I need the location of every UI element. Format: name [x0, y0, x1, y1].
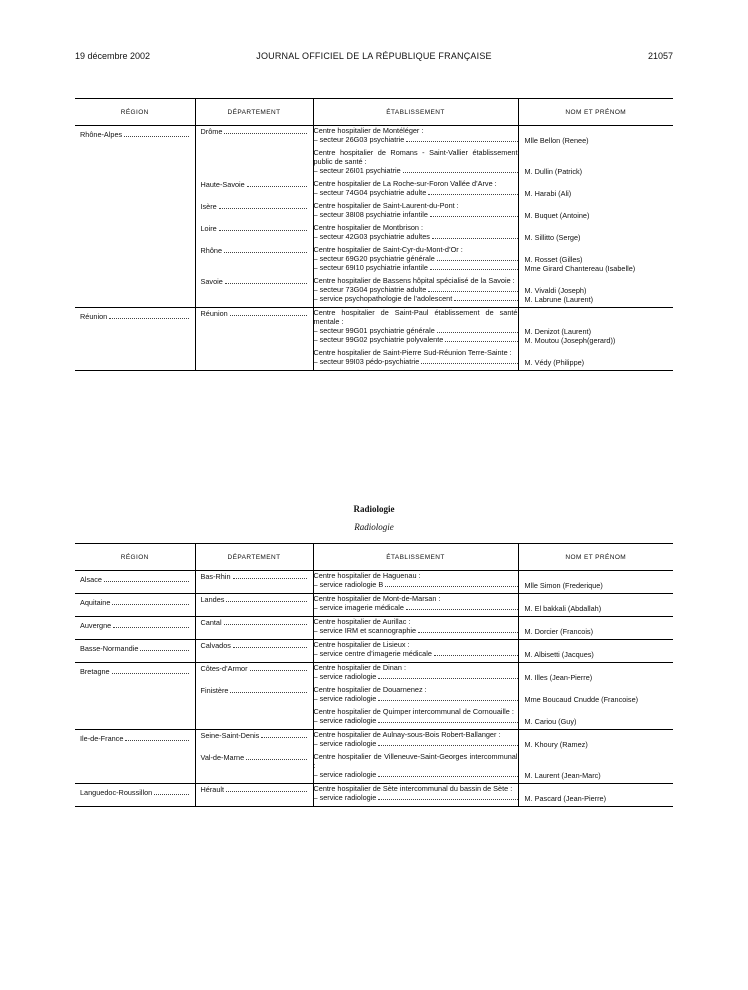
service-line: [314, 188, 518, 197]
region-cell: [75, 730, 195, 784]
service-line: [314, 580, 518, 589]
establishment-entry: [314, 730, 518, 748]
region-cell: [75, 594, 195, 617]
etablissement-cell: [313, 640, 518, 663]
service-text: – secteur 26G03 psychiatrie: [313, 135, 405, 144]
establishment-entry: [314, 617, 518, 635]
establishment-name: Centre hospitalier de Dinan :: [313, 663, 406, 672]
departement-name-text: Côtes-d’Armor: [200, 663, 248, 673]
leader-dots: [432, 232, 518, 239]
region-name-text: Ile-de-France: [80, 734, 124, 743]
leader-dots: [430, 263, 518, 270]
departement-name: [196, 224, 313, 233]
departement-name-text: Finistère: [200, 685, 229, 695]
establishment-entry: [314, 276, 518, 303]
departement-name: [196, 595, 313, 604]
leader-dots: [378, 770, 517, 777]
service-text: – service radiologie: [313, 716, 377, 725]
person-name: M. El bakkali (Abdallah): [524, 603, 602, 613]
person-name: M. Buquet (Antoine): [524, 210, 590, 220]
leader-dots: [378, 694, 517, 701]
departement-cell: [195, 126, 313, 308]
establishment-name: Centre hospitalier de Mont-de-Marsan :: [313, 594, 441, 603]
region-name: [75, 788, 195, 797]
table-row: [75, 571, 673, 594]
region-name-text: Rhône-Alpes: [80, 130, 123, 139]
person-name: M. Illes (Jean-Pierre): [524, 672, 593, 682]
service-line: [314, 263, 518, 272]
col-header-region: RÉGION: [75, 544, 195, 571]
establishment-name: Centre hospitalier de Montbrison :: [313, 223, 424, 232]
leader-dots: [378, 672, 517, 679]
etablissement-cell: [313, 594, 518, 617]
col-header-nom: NOM ET PRÉNOM: [518, 99, 673, 126]
establishment-name: Centre hospitalier de Romans - Saint-Vallier établissement public de santé :: [313, 148, 518, 166]
leader-dots: [230, 686, 306, 693]
leader-dots: [406, 603, 518, 610]
leader-dots: [225, 277, 307, 284]
etablissement-cell: [313, 126, 518, 308]
service-line: [314, 672, 518, 681]
establishment-name: Centre hospitalier de Montéléger :: [313, 126, 424, 135]
departement-name-text: Seine-Saint-Denis: [200, 730, 260, 740]
departement-name: [196, 785, 313, 794]
departement-name: [196, 731, 313, 740]
service-line: [314, 335, 518, 344]
region-name-text: Bretagne: [80, 667, 110, 676]
region-cell: [75, 640, 195, 663]
person-name: M. Labrune (Laurent): [524, 294, 594, 304]
radiology-table: [75, 544, 673, 807]
nom-cell: [518, 571, 673, 594]
leader-dots: [124, 130, 188, 137]
leader-dots: [226, 785, 306, 792]
psychiatry-table: [75, 99, 673, 371]
departement-name-text: Calvados: [200, 640, 231, 650]
service-line: [314, 793, 518, 802]
person-name: M. Albisetti (Jacques): [524, 649, 594, 659]
person-name: Mme Girard Chantereau (Isabelle): [524, 263, 636, 273]
leader-dots: [113, 621, 188, 628]
service-text: – secteur 26I01 psychiatrie: [313, 166, 401, 175]
service-text: – secteur 99I03 pédo-psychiatrie: [313, 357, 420, 366]
service-line: [314, 254, 518, 263]
departement-name: [196, 180, 313, 189]
departement-name: [196, 246, 313, 255]
service-text: – secteur 99G02 psychiatrie polyvalente: [313, 335, 444, 344]
nom-cell: [518, 126, 673, 308]
col-header-nom: NOM ET PRÉNOM: [518, 544, 673, 571]
etablissement-cell: [313, 617, 518, 640]
service-line: [314, 694, 518, 703]
service-text: – service psychopathologie de l’adolescent: [313, 294, 453, 303]
region-cell: [75, 663, 195, 730]
establishment-name: Centre hospitalier de Saint-Paul établissement de santé mentale :: [313, 308, 518, 326]
person-name: M. Harabi (Ali): [524, 188, 572, 198]
leader-dots: [246, 753, 306, 760]
establishment-entry: [314, 348, 518, 366]
person-name: M. Rosset (Gilles): [524, 254, 583, 264]
region-name: [75, 644, 195, 653]
col-header-departement: DÉPARTEMENT: [195, 544, 313, 571]
departement-name: [196, 202, 313, 211]
table-row: [75, 617, 673, 640]
nom-cell: [518, 784, 673, 807]
departement-name-text: Réunion: [200, 308, 228, 318]
establishment-name: Centre hospitalier de Aurillac :: [313, 617, 411, 626]
leader-dots: [261, 731, 306, 738]
service-text: – secteur 99G01 psychiatrie générale: [313, 326, 435, 335]
person-name: M. Moutou (Joseph(gerard)): [524, 335, 616, 345]
establishment-entry: [314, 685, 518, 703]
departement-name: [196, 618, 313, 627]
table-row: [75, 640, 673, 663]
person-name: M. Sillitto (Serge): [524, 232, 581, 242]
departement-cell: [195, 594, 313, 617]
table-row: [75, 594, 673, 617]
person-name: M. Dorcier (Francois): [524, 626, 594, 636]
departement-cell: [195, 571, 313, 594]
leader-dots: [445, 335, 517, 342]
service-text: – service IRM et scannographie: [313, 626, 417, 635]
leader-dots: [437, 326, 518, 333]
region-name-text: Languedoc-Roussillon: [80, 788, 153, 797]
service-line: [314, 166, 518, 175]
leader-dots: [109, 312, 188, 319]
establishment-entry: [314, 223, 518, 241]
service-text: – service radiologie B: [313, 580, 384, 589]
departement-name-text: Savoie: [200, 276, 223, 286]
service-line: [314, 770, 518, 779]
leader-dots: [378, 739, 517, 746]
region-name-text: Réunion: [80, 312, 108, 321]
region-name-text: Auvergne: [80, 621, 112, 630]
leader-dots: [428, 188, 517, 195]
service-line: [314, 626, 518, 635]
departement-name-text: Drôme: [200, 126, 223, 136]
service-text: – service imagerie médicale: [313, 603, 404, 612]
service-line: [314, 649, 518, 658]
departement-cell: [195, 640, 313, 663]
leader-dots: [233, 572, 307, 579]
leader-dots: [403, 166, 518, 173]
region-cell: [75, 126, 195, 308]
departement-name-text: Loire: [200, 223, 217, 233]
establishment-name: Centre hospitalier de Haguenau :: [313, 571, 421, 580]
leader-dots: [154, 788, 188, 795]
nom-cell: [518, 640, 673, 663]
service-text: – secteur 38I08 psychiatrie infantile: [313, 210, 428, 219]
service-line: [314, 232, 518, 241]
leader-dots: [125, 734, 188, 741]
header-page-number: 21057: [647, 51, 673, 61]
service-line: [314, 294, 518, 303]
establishment-name: Centre hospitalier de Quimper intercommunal de Cornouaille :: [313, 707, 514, 716]
service-line: [314, 603, 518, 612]
establishment-entry: [314, 201, 518, 219]
person-name: M. Dullin (Patrick): [524, 166, 583, 176]
establishment-entry: [314, 245, 518, 272]
establishment-entry: [314, 571, 518, 589]
establishment-entry: [314, 752, 518, 779]
leader-dots: [233, 641, 307, 648]
leader-dots: [437, 254, 518, 261]
leader-dots: [430, 210, 518, 217]
departement-name: [196, 664, 313, 673]
service-text: – service radiologie: [313, 694, 377, 703]
leader-dots: [378, 793, 517, 800]
region-cell: [75, 784, 195, 807]
nom-cell: [518, 730, 673, 784]
establishment-entry: [314, 663, 518, 681]
establishment-entry: [314, 594, 518, 612]
establishment-name: Centre hospitalier de Saint-Cyr-du-Mont-d’Or :: [313, 245, 463, 254]
person-name: M. Vivaldi (Joseph): [524, 285, 587, 295]
etablissement-cell: [313, 308, 518, 371]
leader-dots: [219, 202, 307, 209]
region-name-text: Aquitaine: [80, 598, 111, 607]
departement-name: [196, 572, 313, 581]
departement-name-text: Val-de-Marne: [200, 752, 245, 762]
table-row: [75, 663, 673, 730]
service-text: – service radiologie: [313, 739, 377, 748]
establishment-name: Centre hospitalier de Lisieux :: [313, 640, 410, 649]
establishment-entry: [314, 148, 518, 175]
table-row: [75, 784, 673, 807]
service-line: [314, 716, 518, 725]
region-name: [75, 130, 195, 139]
establishment-entry: [314, 126, 518, 144]
leader-dots: [140, 644, 188, 651]
col-header-etablissement: ÉTABLISSEMENT: [313, 99, 518, 126]
col-header-region: RÉGION: [75, 99, 195, 126]
leader-dots: [112, 667, 189, 674]
region-name: [75, 734, 195, 743]
leader-dots: [378, 716, 517, 723]
person-name: M. Védy (Philippe): [524, 357, 585, 367]
service-text: – service radiologie: [313, 672, 377, 681]
departement-cell: [195, 663, 313, 730]
establishment-name: Centre hospitalier de Bassens hôpital spécialisé de la Savoie :: [313, 276, 515, 285]
col-header-departement: DÉPARTEMENT: [195, 99, 313, 126]
establishment-entry: [314, 640, 518, 658]
service-text: – service radiologie: [313, 770, 377, 779]
region-name: [75, 667, 195, 676]
leader-dots: [250, 664, 307, 671]
section-title: Radiologie: [353, 504, 395, 514]
departement-name-text: Landes: [200, 594, 225, 604]
service-text: – secteur 42G03 psychiatrie adultes: [313, 232, 430, 241]
leader-dots: [418, 626, 517, 633]
person-name: M. Khoury (Ramez): [524, 739, 588, 749]
leader-dots: [112, 598, 188, 605]
departement-name: [196, 753, 313, 762]
service-line: [314, 210, 518, 219]
person-name: Mlle Bellon (Renee): [524, 135, 589, 145]
region-name: [75, 598, 195, 607]
section-subtitle: Radiologie: [354, 522, 394, 532]
etablissement-cell: [313, 571, 518, 594]
service-text: – secteur 73G04 psychiatrie adulte: [313, 285, 427, 294]
leader-dots: [224, 246, 306, 253]
departement-name: [196, 127, 313, 136]
service-line: [314, 285, 518, 294]
departement-name-text: Cantal: [200, 617, 222, 627]
region-name-text: Basse-Normandie: [80, 644, 139, 653]
leader-dots: [428, 285, 517, 292]
establishment-entry: [314, 308, 518, 344]
departement-name: [196, 641, 313, 650]
region-name: [75, 621, 195, 630]
leader-dots: [104, 575, 189, 582]
leader-dots: [454, 294, 517, 301]
region-cell: [75, 617, 195, 640]
leader-dots: [406, 135, 517, 142]
service-line: [314, 326, 518, 335]
establishment-name: Centre hospitalier de Sète intercommunal du bassin de Sète :: [313, 784, 513, 793]
table-row: [75, 730, 673, 784]
table-row: [75, 308, 673, 371]
leader-dots: [224, 618, 307, 625]
departement-name-text: Bas-Rhin: [200, 571, 231, 581]
establishment-name: Centre hospitalier de Douarnenez :: [313, 685, 427, 694]
leader-dots: [247, 180, 307, 187]
departement-name-text: Haute-Savoie: [200, 179, 245, 189]
service-line: [314, 357, 518, 366]
table-row: [75, 126, 673, 308]
person-name: M. Laurent (Jean-Marc): [524, 770, 601, 780]
region-name: [75, 312, 195, 321]
leader-dots: [385, 580, 517, 587]
service-text: – service centre d’imagerie médicale: [313, 649, 432, 658]
service-text: – secteur 69G20 psychiatrie générale: [313, 254, 435, 263]
departement-cell: [195, 308, 313, 371]
header-title: JOURNAL OFFICIEL DE LA RÉPUBLIQUE FRANÇAISE: [256, 51, 492, 61]
leader-dots: [226, 595, 306, 602]
establishment-entry: [314, 707, 518, 725]
person-name: M. Cariou (Guy): [524, 716, 577, 726]
person-name: M. Pascard (Jean-Pierre): [524, 793, 607, 803]
person-name: Mme Boucaud Cnudde (Francoise): [524, 694, 639, 704]
departement-name: [196, 277, 313, 286]
nom-cell: [518, 663, 673, 730]
departement-cell: [195, 784, 313, 807]
establishment-name: Centre hospitalier de La Roche-sur-Foron Vallée d’Arve :: [313, 179, 497, 188]
region-name-text: Alsace: [80, 575, 102, 584]
departement-name-text: Isère: [200, 201, 217, 211]
region-cell: [75, 308, 195, 371]
leader-dots: [421, 357, 517, 364]
nom-cell: [518, 594, 673, 617]
service-text: – secteur 74G04 psychiatrie adulte: [313, 188, 427, 197]
service-text: – secteur 69I10 psychiatrie infantile: [313, 263, 428, 272]
leader-dots: [219, 224, 307, 231]
departement-name: [196, 686, 313, 695]
region-name: [75, 575, 195, 584]
etablissement-cell: [313, 730, 518, 784]
etablissement-cell: [313, 784, 518, 807]
establishment-name: Centre hospitalier de Saint-Pierre Sud-Réunion Terre-Sainte :: [313, 348, 512, 357]
person-name: Mlle Simon (Frederique): [524, 580, 603, 590]
region-cell: [75, 571, 195, 594]
establishment-name: Centre hospitalier de Aulnay-sous-Bois Robert-Ballanger :: [313, 730, 501, 739]
service-line: [314, 135, 518, 144]
departement-name: [196, 309, 313, 318]
leader-dots: [224, 127, 306, 134]
etablissement-cell: [313, 663, 518, 730]
service-text: – service radiologie: [313, 793, 377, 802]
header-date: 19 décembre 2002: [75, 51, 151, 61]
page-header: [75, 51, 673, 63]
departement-cell: [195, 730, 313, 784]
person-name: M. Denizot (Laurent): [524, 326, 592, 336]
col-header-etablissement: ÉTABLISSEMENT: [313, 544, 518, 571]
nom-cell: [518, 308, 673, 371]
departement-cell: [195, 617, 313, 640]
establishment-entry: [314, 179, 518, 197]
departement-name-text: Hérault: [200, 784, 225, 794]
establishment-name: Centre hospitalier de Villeneuve-Saint-Georges intercommunal :: [313, 752, 518, 770]
departement-name-text: Rhône: [200, 245, 223, 255]
leader-dots: [230, 309, 307, 316]
nom-cell: [518, 617, 673, 640]
service-line: [314, 739, 518, 748]
establishment-name: Centre hospitalier de Saint-Laurent-du-Pont :: [313, 201, 459, 210]
leader-dots: [434, 649, 518, 656]
establishment-entry: [314, 784, 518, 802]
